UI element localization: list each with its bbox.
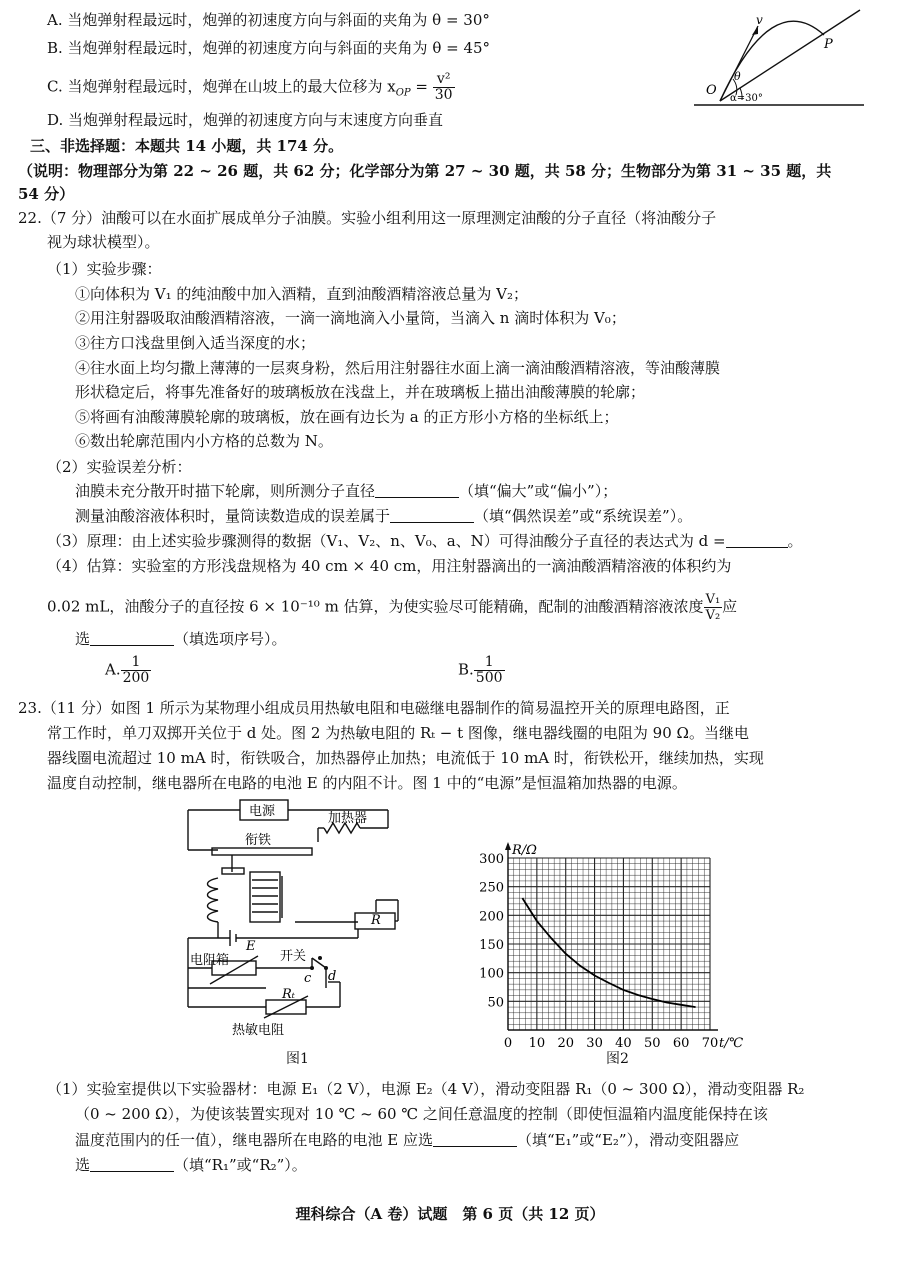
label-heater: 加热器: [328, 811, 368, 826]
q22-step-1: ①向体积为 V₁ 的纯油酸中加入酒精，直到油酸酒精溶液总量为 V₂；: [75, 285, 528, 303]
x-tick-label: 70: [701, 1036, 719, 1051]
y-tick-label: 200: [479, 909, 504, 925]
answer-blank[interactable]: [390, 506, 474, 523]
label-resistor-box: 电阻箱: [190, 953, 230, 968]
figure-1-caption: 图1: [286, 1051, 309, 1067]
label-r: R: [371, 913, 381, 928]
q22-part-4-line2: 0.02 mL，油酸分子的直径按 6 × 10⁻¹⁰ m 估算，为使实验尽可能精确，配制的油酸酒精溶液浓度 $\frac{\text{V₁}}{\text{V₂}}$ 应: [47, 592, 738, 623]
section-note-2: 54 分）: [18, 185, 75, 203]
slope-figure: [692, 8, 872, 108]
q22-step-3: ③往方口浅盘里倒入适当深度的水；: [75, 334, 316, 352]
option-a: A. 当炮弹射程最远时，炮弹的初速度方向与斜面的夹角为 θ = 30°: [47, 11, 490, 29]
answer-blank[interactable]: [375, 481, 459, 498]
q23-stem-1: 23.（11 分）如图 1 所示为某物理小组成员用热敏电阻和电磁继电器制作的简易温控开关的原理电路图，正: [18, 699, 730, 717]
answer-blank[interactable]: [90, 629, 174, 646]
answer-blank[interactable]: [726, 531, 788, 548]
q22-choice-b: B. $\frac{1}{500}$: [458, 654, 503, 686]
label-d: d: [328, 969, 337, 984]
q23-stem-2: 常工作时，单刀双掷开关位于 d 处。图 2 为热敏电阻的 Rₜ − t 图像，继电器线圈的电阻为 90 Ω。当继电: [47, 724, 749, 742]
page-footer: 理科综合（A 卷）试题 第 6 页（共 12 页）: [295, 1205, 605, 1223]
label-alpha: α=30°: [730, 93, 763, 104]
q22-step-5: ⑤将画有油酸薄膜轮廓的玻璃板，放在画有边长为 a 的正方形小方格的坐标纸上；: [75, 408, 619, 426]
label-c: c: [304, 971, 312, 986]
q22-error-1: 油膜未充分散开时描下轮廓，则所测分子直径 （填“偏大”或“偏小”）；: [75, 482, 618, 500]
y-axis-arrow: [505, 842, 511, 850]
q22-step-4a: ④往水面上均匀撒上薄薄的一层爽身粉，然后用注射器往水面上滴一滴油酸酒精溶液，等油酸薄膜: [75, 359, 721, 377]
rt-chart: [470, 830, 760, 1060]
x-tick-label: 30: [586, 1036, 603, 1051]
x-tick-label: 20: [557, 1036, 574, 1051]
q23-part-1-line1: （1）实验室提供以下实验器材：电源 E₁（2 V），电源 E₂（4 V），滑动变阻器 R₁（0 ~ 300 Ω），滑动变阻器 R₂: [47, 1080, 805, 1098]
label-thermistor: 热敏电阻: [232, 1023, 285, 1038]
circuit-figure: [170, 798, 420, 1048]
x-tick-label: 40: [615, 1036, 632, 1051]
option-b: B. 当炮弹射程最远时，炮弹的初速度方向与斜面的夹角为 θ = 45°: [47, 39, 491, 57]
label-e: E: [246, 939, 256, 954]
y-tick-label: 250: [479, 880, 504, 896]
q22-part-4-line3: 选 （填选项序号）。: [75, 630, 287, 648]
x-tick-label: 10: [528, 1036, 546, 1051]
label-theta: θ: [734, 70, 741, 83]
label-power: 电源: [249, 804, 276, 819]
label-switch: 开关: [280, 949, 307, 964]
q22-error-title: （2）实验误差分析：: [47, 458, 192, 476]
y-tick-label: 50: [487, 995, 504, 1011]
q23-stem-4: 温度自动控制，继电器所在电路的电池 E 的内阻不计。图 1 中的“电源”是恒温箱加热器的电源。: [47, 774, 687, 792]
q22-part-4-line1: （4）估算：实验室的方形浅盘规格为 40 cm × 40 cm，用注射器滴出的一滴油酸酒精溶液的体积约为: [47, 557, 732, 575]
section-title: 三、非选择题：本题共 14 小题，共 174 分。: [30, 137, 344, 155]
section-note-1: （说明：物理部分为第 22 ~ 26 题，共 62 分；化学部分为第 27 ~ 30 题，共 58 分；生物部分为第 31 ~ 35 题，共: [18, 162, 832, 180]
option-c: C. 当炮弹射程最远时，炮弹在山坡上的最大位移为 $x_{OP}$ = $\frac{\text{v²}}{30}$: [47, 71, 453, 103]
x-axis-label: t/℃: [719, 1036, 744, 1051]
q23-part-1-line3: 温度范围内的任一值），继电器所在电路的电池 E 应选 （填“E₁”或“E₂”），滑动变阻器应: [75, 1131, 740, 1149]
label-v: v: [756, 13, 763, 27]
q22-part-3: （3）原理：由上述实验步骤测得的数据（V₁、V₂、n、V₀、a、N）可得油酸分子直径的表达式为 d = 。: [47, 532, 803, 550]
q22-stem-2: 视为球状模型）。: [47, 233, 160, 251]
x-tick-label: 0: [503, 1036, 513, 1051]
label-p: P: [824, 37, 833, 52]
q22-stem-1: 22.（7 分）油酸可以在水面扩展成单分子油膜。实验小组利用这一原理测定油酸的分子直径（将油酸分子: [18, 209, 717, 227]
x-tick-label: 50: [644, 1036, 661, 1051]
q23-part-1-line4: 选 （填“R₁”或“R₂”）。: [75, 1156, 307, 1174]
q22-steps-title: （1）实验步骤：: [47, 260, 162, 278]
q22-step-4b: 形状稳定后，将事先准备好的玻璃板放在浅盘上，并在玻璃板上描出油酸薄膜的轮廓；: [75, 383, 646, 401]
q22-step-2: ②用注射器吸取油酸酒精溶液，一滴一滴地滴入小量筒，当滴入 n 滴时体积为 V₀；: [75, 309, 626, 327]
q23-part-1-line2: （0 ~ 200 Ω），为使该装置实现对 10 ℃ ~ 60 ℃ 之间任意温度的控制（即使恒温箱内温度能保持在该: [75, 1105, 768, 1123]
y-tick-label: 300: [479, 852, 504, 867]
option-d: D. 当炮弹射程最远时，炮弹的初速度方向与末速度方向垂直: [47, 111, 444, 129]
answer-blank[interactable]: [433, 1130, 517, 1147]
q22-error-2: 测量油酸溶液体积时，量筒读数造成的误差属于 （填“偶然误差”或“系统误差”）。: [75, 507, 693, 525]
q22-step-6: ⑥数出轮廓范围内小方格的总数为 N。: [75, 432, 333, 450]
label-rt: Rₜ: [282, 987, 295, 1002]
q22-choice-a: A. $\frac{1}{200}$: [105, 654, 150, 686]
y-tick-label: 150: [479, 938, 504, 953]
q23-stem-3: 器线圈电流超过 10 mA 时，衔铁吸合，加热器停止加热；电流低于 10 mA 时，衔铁松开，继续加热，实现: [47, 749, 764, 767]
x-tick-label: 60: [672, 1036, 690, 1051]
label-o: O: [706, 83, 717, 98]
y-axis-label: R/Ω: [512, 843, 537, 858]
y-tick-label: 100: [479, 966, 504, 982]
label-armature: 衔铁: [245, 833, 272, 848]
answer-blank[interactable]: [90, 1155, 174, 1172]
figure-2-caption: 图2: [606, 1051, 629, 1067]
